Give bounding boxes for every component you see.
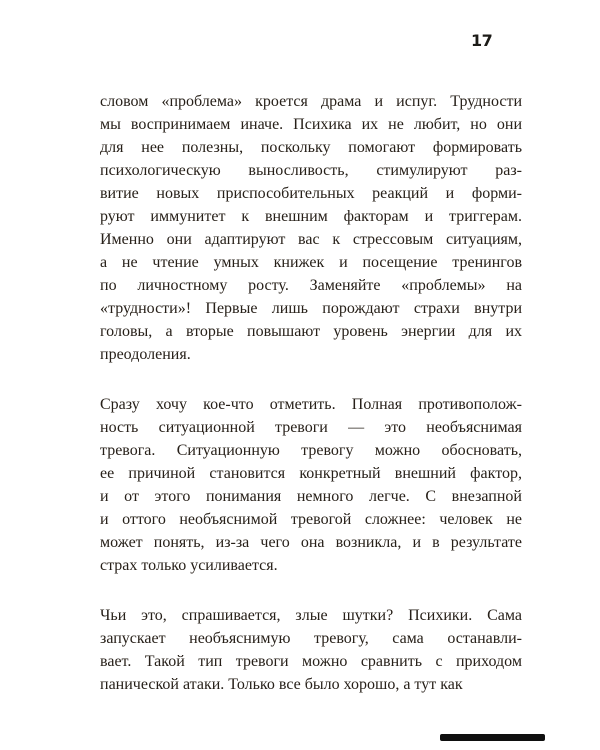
page-number: 17 (471, 31, 493, 50)
text-line: вает. Такой тип тревоги можно сравнить с приходом (100, 653, 522, 670)
text-line: «трудности»! Первые лишь порождают страхи внутри (100, 300, 522, 317)
text-line: Сразу хочу кое-что отметить. Полная противополож- (100, 396, 522, 413)
text-line: по личностному росту. Заменяйте «проблемы» на (100, 277, 522, 294)
paragraph (100, 393, 522, 577)
text-line: и от этого понимания немного легче. С внезапной (100, 488, 522, 505)
paragraph (100, 604, 522, 696)
paragraph (100, 90, 522, 366)
text-line: витие новых приспособительных реакций и форми- (100, 185, 522, 202)
reading-progress-bar[interactable] (440, 734, 545, 741)
text-line: Чьи это, спрашивается, злые шутки? Психики. Сама (100, 607, 522, 624)
text-line: может понять, из-за чего она возникла, и в результате (100, 534, 522, 551)
text-line: Именно они адаптируют вас к стрессовым ситуациям, (100, 231, 522, 248)
text-line: страх только усиливается. (100, 557, 278, 574)
text-line: преодоления. (100, 346, 191, 363)
text-line: панической атаки. Только все было хорошо, а тут как (100, 676, 463, 693)
text-line: для нее полезны, поскольку помогают формировать (100, 139, 522, 156)
text-line: словом «проблема» кроется драма и испуг. Трудности (100, 93, 522, 110)
text-line: психологическую выносливость, стимулируют раз- (100, 162, 522, 179)
text-line: запускает необъяснимую тревогу, сама останавли- (100, 630, 522, 647)
text-line: головы, а вторые повышают уровень энергии для их (100, 323, 522, 340)
text-line: и оттого необъяснимой тревогой сложнее: человек не (100, 511, 522, 528)
text-line: ность ситуационной тревоги — это необъяснимая (100, 419, 522, 436)
text-line: а не чтение умных книжек и посещение тренингов (100, 254, 522, 271)
text-line: ее причиной становится конкретный внешний фактор, (100, 465, 522, 482)
text-line: тревога. Ситуационную тревогу можно обосновать, (100, 442, 522, 459)
text-line: мы воспринимаем иначе. Психика их не любит, но они (100, 116, 522, 133)
text-block (100, 90, 522, 696)
text-line: руют иммунитет к внешним факторам и триггерам. (100, 208, 522, 225)
